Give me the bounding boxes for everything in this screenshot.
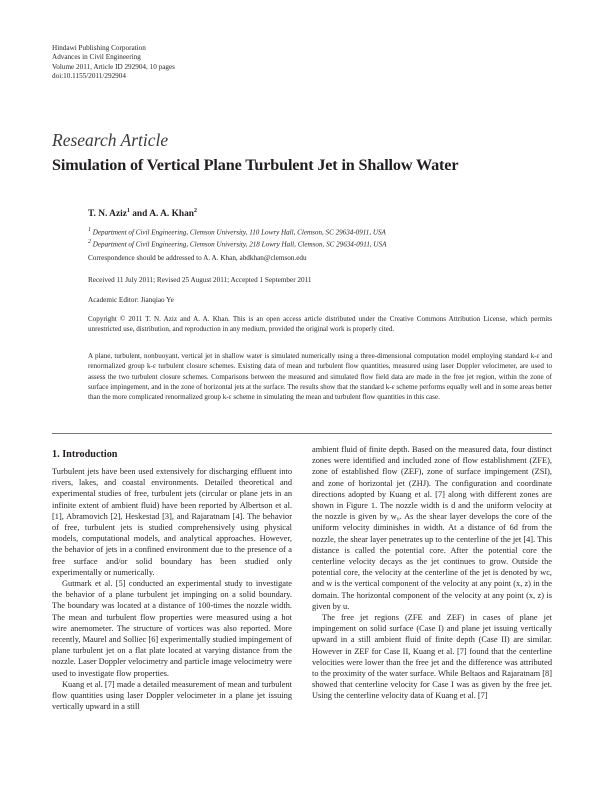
volume-info: Volume 2011, Article ID 292904, 10 pages: [52, 62, 175, 71]
body-paragraph: Gutmark et al. [5] conducted an experimental study to investigate the behavior of a plane turbulent jet impinging on a solid boundary. The boundary was located at a distance of 100-times the nozzle width. The mean and turbulent flow properties were measured using a hot wire anemometer. The structure of vortices was also reported. More recently, Maurel and Solliec [6] experimentally studied impingement of plane turbulent jet on a flat plate located at varying distance from the nozzle. Laser Doppler velocimetry and particle image velocimetry were used to investigate flow properties.: [52, 579, 292, 678]
publisher-name: Hindawi Publishing Corporation: [52, 44, 146, 52]
copyright-notice: Copyright © 2011 T. N. Aziz and A. A. Khan. This is an open access article distributed under the Creative Commons Attribution License, which permits unrestricted use, distribution, and reproduction in any medium, provided the original work is properly cited.: [88, 315, 552, 334]
affiliation-text: Department of Civil Engineering, Clemson University, 218 Lowry Hall, Clemson, SC 29634-0911, USA: [91, 240, 387, 249]
affiliation: [88, 239, 386, 248]
body-left-column: [52, 466, 292, 712]
section-divider: [52, 433, 552, 434]
affiliation-mark: 1: [88, 227, 91, 233]
body-paragraph: ambient fluid of finite depth. Based on the measured data, four distinct zones were identified and included zone of flow establishment (ZFE), zone of established flow (ZEF), zone of surface impingement (ZSI), and zone of horizontal jet (ZHJ). The configuration and coordinate directions adopted by Kuang et al. [7] along with different zones are shown in Figure 1. The nozzle width is d and the uniform velocity at the nozzle is given by w₀. As the shear layer develops the core of the uniform velocity diminishes in width. At a distance of 6d from the nozzle, the shear layer penetrates up to the centerline of the jet [4]. This distance is called the potential core. After the potential core the centerline velocity decays as the jet continues to grow. Outside the potential core, the velocity at the centerline of the jet is denoted by wc, and w is the vertical component of the velocity at any point (x, z) in the domain. The horizontal component of the velocity at any point (x, z) is given by u.: [312, 445, 552, 611]
affiliation-mark: 2: [88, 239, 91, 245]
body-paragraph: Kuang et al. [7] made a detailed measurement of mean and turbulent flow quantities using laser Doppler velocimeter in a plane jet issuing vertically upward in a still: [52, 679, 292, 712]
affiliation: [88, 227, 386, 236]
author-separator: and: [129, 209, 150, 220]
editor-line: Academic Editor: Jianqiao Ye: [88, 296, 174, 304]
section-heading: 1. Introduction: [52, 449, 118, 460]
dates-line: Received 11 July 2011; Revised 25 August 2011; Accepted 1 September 2011: [88, 276, 312, 284]
body-right-column: [312, 444, 552, 702]
author-affiliation-mark: 1: [126, 208, 130, 214]
article-type: Research Article: [52, 130, 169, 150]
author-affiliation-mark: 2: [194, 208, 197, 214]
affiliation-text: Department of Civil Engineering, Clemson University, 110 Lowry Hall, Clemson, SC 29634-0911, USA: [91, 228, 386, 237]
journal-header: [52, 44, 175, 82]
correspondence-line: Correspondence should be addressed to A. A. Khan, abdkhan@clemson.edu: [88, 254, 307, 262]
journal-name: Advances in Civil Engineering: [52, 53, 141, 62]
author-name: T. N. Aziz: [88, 209, 127, 220]
author-name: A. A. Khan: [149, 209, 194, 220]
author-list: [88, 208, 197, 219]
paper-title: Simulation of Vertical Plane Turbulent Jet in Shallow Water: [52, 156, 459, 174]
abstract: A plane, turbulent, nonbuoyant, vertical jet in shallow water is simulated numerically using a three-dimensional computation model employing standard k-ε and renormalized group k-ε turbulent closure schemes. Existing data of mean and turbulent flow quantities, measured using laser Doppler velocimeter, are used to assess the two turbulent closure schemes. Comparisons between the measured and simulated flow field data are made in the free jet region, within the zone of surface impingement, and in the zone of horizontal jets at the surface. The results show that the standard k-ε scheme performs equally well and in some areas better than the more complicated renormalized group k-ε scheme in simulating the mean and turbulent flow quantities in this case.: [88, 352, 552, 402]
body-paragraph: The free jet regions (ZFE and ZEF) in cases of plane jet impingement on solid surface (Case I) and plane jet issuing vertically upward in a still ambient fluid of finite depth (Case II) are similar. However in ZEF for Case II, Kuang et al. [7] found that the centerline velocities were lower than the free jet and the difference was attributed to the proximity of the water surface. While Beltaos and Rajaratnam [8] showed that centerline velocity for Case I was as given by the free jet. Using the centerline velocity data of Kuang et al. [7]: [312, 613, 552, 701]
body-paragraph: Turbulent jets have been used extensively for discharging effluent into rivers, lakes, and coastal environments. Detailed theoretical and experimental studies of free, turbulent jets (circular or plane jets in an infinite extent of ambient fluid) have been reported by Albertson et al. [1], Abramovich [2], Heskestad [3], and Rajaratnam [4]. The behavior of free, turbulent jets is studied comprehensively using physical models, computational models, and analytical approaches. However, the behavior of jets in a confined environment due to the presence of a free surface and/or solid boundary has been studied only experimentally or numerically.: [52, 467, 292, 577]
doi: doi:10.1155/2011/292904: [52, 72, 126, 81]
